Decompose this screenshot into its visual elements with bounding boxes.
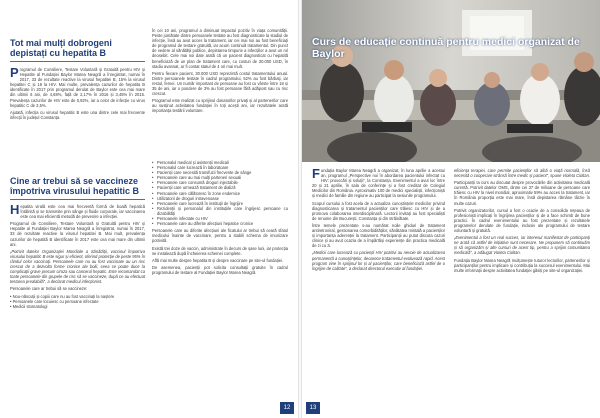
page-number: 13 [306,402,320,414]
right-col1 [312,168,445,404]
article1-paragraph: Ajutată, infecția cu virusul hepatitic B este una dintre cele mai frecvente infecții în județul Constanța. [10,109,145,120]
article2-body [10,204,145,404]
list-item: • Persoanele care consumă droguri injectabile [152,180,288,185]
list-item: • Personalul medical și asistenții medicali [152,160,288,165]
page-number: 12 [280,402,294,414]
article1-title: Tot mai mulți dobrogeni depistați cu hepatita B [10,38,112,58]
list-item: • Persoanele care lucrează în instituții de îngrijire [152,201,288,206]
article2-paragraph: Programul de Consiliere, Testare Voluntară și Gratuită pentru HIV și Hepatite al Fundației Baylor Marea Neagră a înregistrat, numai în 2017, 33 de rezultate reactive la virusul hepatitei B. Mai mult, prevalența cazurilor de hepatită B identificate în 2017 este cea mai mare din ultimii ani. [10,221,145,247]
article1-continuation-paragraph: Programul este realizat cu sprijinul donatorilor privați și al partenerilor care au susținut activitatea fundației în toți acești ani, iar rezultatele arată importanța testării voluntare. [152,98,288,114]
list-item: • Pacienții care necesită transfuzii frecvente de sânge [152,170,288,175]
conference-photo-image [302,0,600,162]
right-col2 [454,168,590,404]
article2-paragraph: Hepatita virală este cea mai frecventă formă de boală hepatică întâlnită și se transmite prin sânge și fluide corporale, iar vaccinarea este cea mai eficientă metodă de prevenire a infecției. [10,204,145,220]
list-item: • Pacienții care urmează tratament de dializă [152,185,288,190]
right-page [302,0,600,418]
right-col2-paragraph: Potrivit organizatorilor, cursul a fost o ocazie de a consolida rețeaua de profesioniști implicați în îngrijirea pacienților și de a face schimb de bune practici. În cadrul evenimentului au fost prezentate și rezultatele programelor derulate de fundație, inclusiv ale programului de testare voluntară și gratuită. [454,207,590,234]
right-col2-paragraph: Fundația Baylor Marea Neagră mulțumește tuturor lectorilor, partenerilor și participanților pentru implicare și contribuția la succesul evenimentului. Mai multe informații despre activitatea fundației găsiți pe site-ul organizației. [454,257,590,273]
list-item: • Persoanele infectate cu HIV [152,216,288,221]
article1-continuation-paragraph: Pentru fiecare pacient, 30.000 USD reprezintă costul tratamentului anual. Dintre persoanele testate în cadrul programului, 52% au fost bărbați, iar restul, femei. Un număr important de persoane au fost cu vârste între 18 și 35 de ani, iar o pondere de 3% au fost persoane fără adăpost sau cu risc crescut. [152,70,288,97]
article2-title-rule [10,199,145,200]
list-item: • Rezidenții și personalul din instituțiile care îngrijesc persoane cu dizabilități [152,206,288,216]
article1-body [10,67,145,167]
right-page-title: Curs de educație continuă pentru medici organizat de Baylor [312,36,580,60]
list-item: • Persoanele care călătoresc în zone endemice [152,191,288,196]
list-item: • Persoanele care au mai mulți parteneri sexuali [152,175,288,180]
article2-list-line: • Nou-născuții și copiii care nu au fost vaccinați la naștere [10,293,115,299]
article2-quote: „Potrivit datelor Organizației Mondiale a Sănătății, vaccinul împotriva virusului hepatitic B este sigur și eficient, oferind protecție de peste 95% în rândul celor vaccinați. Persoanele care nu au fost vaccinate au un risc crescut de a dezvolta forme cronice ale bolii, ceea ce poate duce la complicații grave precum ciroza sau cancerul hepatic. Este recomandat ca toate persoanele din grupele de risc să se vaccineze, după ce au efectuat testarea prealabilă”, a declarat medicul infecționist. [10,248,145,285]
article2-continuation-paragraph: Există trei doze de vaccin, administrate în decurs de șase luni, iar protecția se instalează după încheierea schemei complete. [152,245,288,256]
article1-title-rule [10,61,145,62]
article2-continuation-paragraph: Află mai multe despre hepatita B și despre vaccinare pe site-ul fundației. [152,257,284,263]
right-col1-paragraph: Între temele prezentate s-au numărat noile ghiduri de tratament antiretroviral, gestionarea comorbidităților, sănătatea mintală a pacienților și importanța aderenței la tratament. Participanții au putut discuta cazuri clinice și au avut ocazia de a împărtăși experiențe din practica medicală de zi cu zi. [312,222,445,249]
article1-continuation-paragraph: În cei 10 ani, programul a diminuat impactul pozitiv în viața comunității. Peste jumătate dintre persoanele testate au fost diagnosticate la stadiul de infecție, însă au avut acces la tratament, iar cei mai noi au fost beneficiați de programul de testare gratuită, iar acum continuă tratamentul. Din punct de vedere al sănătății publice, depistarea timpurie a infecțiilor a avut un rol deosebit. Cele mai noi date arată că un pacient diagnosticat cu hepatită beneficiază de un plan de tratament care, cu costuri de 30.000 USD, în stadiu avansat, ar fi costat statul de 4 ori mai mult. [152,28,288,69]
vaccination-list [152,160,288,226]
article2-continuation-paragraph: De asemenea, pacienții pot solicita consultații gratuite în cadrul programului de testare al Fundației Baylor Marea Neagră. [152,264,288,275]
right-col1-quote: „Medicii care lucrează cu pacienții HIV pozitivi au nevoie de actualizarea permanentă a cunoștințelor, deoarece tratamentul evoluează rapid. Acest program vine în sprijinul lor și al pacienților, care beneficiază astfel de o îngrijire de calitate”, a declarat directorul executiv al fundației. [312,250,445,271]
right-col2-paragraph: Participanții la curs au discutat despre provocările din activitatea medicală curentă. Potrivit datelor OMS, dintre cei 37 de milioane de persoane care trăiesc cu HIV la nivel mondial, aproximativ 59% au acces la tratament, iar în România proporția este mai mare, însă depistarea rămâne târzie în multe cazuri. [454,180,590,206]
article2-continuation [152,160,288,400]
article2-paragraph: Persoanele care ar trebui să se vaccineze: [10,286,88,292]
list-item: • Utilizatorii de droguri intravenoase [152,196,288,201]
left-page [0,0,298,418]
list-item: • Persoanele care au diferite afecțiuni hepatice cronice [152,221,288,226]
list-item: • Personalul care lucrează în laboratoare [152,165,288,170]
right-col1-paragraph: Scopul cursului a fost acela de a actualiza cunoștințele medicilor privind diagnosticarea și tratamentul pacienților care trăiesc cu HIV și de a promova colaborarea interdisciplinară. Lectorii invitați au fost specialiști de renume din București, Constanța și din străinătate. [312,200,445,221]
article2-continuation-paragraph: Persoanele care au diferite afecțiuni ale ficatului ar trebui să ceară sfatul medicului înainte de vaccinare, pentru a stabili schema de imunizare potrivită. [152,228,288,244]
right-col1-paragraph: Fundația Baylor Marea Neagră a organizat, în luna aprilie a acestui an, programul „Perspective noi în abordarea pacientului infectat cu HIV: provocări și soluții”, la Constanța. Evenimentul a avut loc între 20 și 21 aprilie, în sala de conferințe și a fost creditat de Colegiul Medicilor din România. Aproximativ 100 de medici specialiști, infecționiști și medici de familie din regiune au participat la sesiunile programului. [312,168,445,199]
right-col2-quote: „Evenimentul a fost un real succes, iar interesul manifestat de participanți ne arată că astfel de inițiative sunt necesare. Ne propunem să continuăm și să organizăm și alte cursuri de acest tip, pentru a sprijini comunitatea medicală”, a adăugat Violeta Cioltan. [454,235,590,256]
conference-photo [302,0,600,162]
article2-list-line: • Persoanele care locuiesc cu persoane infectate [10,298,99,304]
right-col2-quote: eficiența terapiei, care permite pacienților să aibă o viață normală, însă necesită o cooperare strânsă între medic și pacient”, spune Violeta Cioltan. [454,168,590,179]
article1-continuation [152,28,288,156]
article2-list-line: • Medicii stomatologi [10,303,48,309]
article1-paragraph: Programul de Consiliere, Testare Voluntară și Gratuită pentru HIV și Hepatite al Fundației Baylor Marea Neagră a înregistrat, numai în 2017, 33 de rezultate reactive la virusul hepatitei B, 15% la virusul hepatitei C și 18 la HIV. Mai multe, prevalența cazurilor de hepatita B identificate în 2017 prin programul derulat de Baylor este cea mai mare din ultimii 6 ani, de 4,68%, față de 2,17% în 2016 și 3,45% în 2015. Prevalența cazurilor de HIV este de 0,92%, iar a celor de infecție cu virus hepatitic C de 3,5%. [10,67,145,108]
article2-title: Cine ar trebui să se vaccineze împotriva virusului hepatitic B [10,176,140,196]
